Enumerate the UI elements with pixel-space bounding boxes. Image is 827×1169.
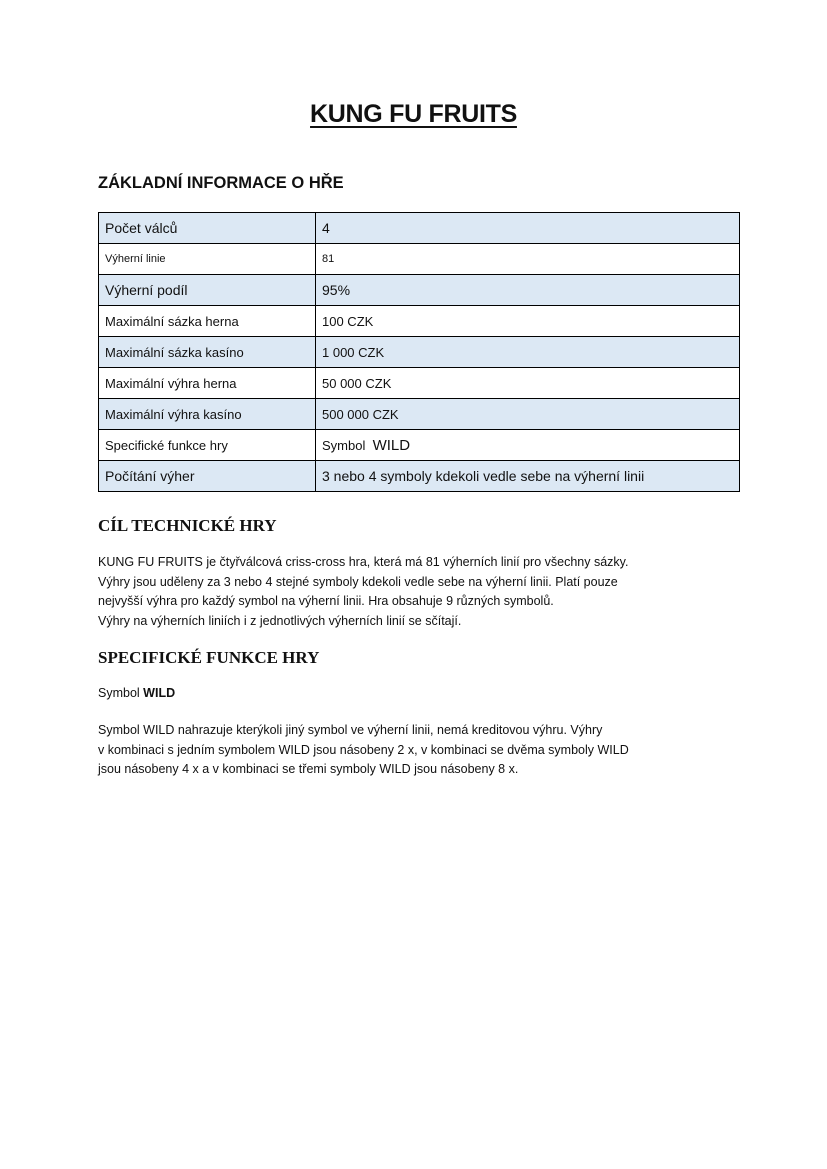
table-row [99,306,740,337]
table-row [99,244,740,275]
row-label: Výherní podíl [99,275,316,306]
row-label: Maximální výhra kasíno [99,399,316,430]
table-row [99,368,740,399]
table-row [99,337,740,368]
row-label: Výherní linie [99,244,316,275]
game-info-table [98,212,740,492]
features-paragraph: Symbol WILD nahrazuje kterýkoli jiný symbol ve výherní linii, nemá kreditovou výhru. Výhry v kombinaci s jedním symbolem WILD jsou násobeny 2 x, v kombinaci se dvěma symboly WILD jsou násobeny 4 x a v kombinaci se třemi symboly WILD jsou násobeny 8 x. [98,723,629,776]
row-value: 500 000 CZK [316,399,740,430]
section-heading-goal: CÍL TECHNICKÉ HRY [98,516,277,535]
row-label: Počet válců [99,213,316,244]
section-heading-basic-info: ZÁKLADNÍ INFORMACE O HŘE [98,174,344,192]
table-row [99,213,740,244]
row-label: Specifické funkce hry [99,430,316,461]
row-label: Maximální sázka kasíno [99,337,316,368]
goal-paragraph: KUNG FU FRUITS je čtyřválcová criss-cross hra, která má 81 výherních linií pro všechny sázky. Výhry jsou uděleny za 3 nebo 4 stejné symboly kdekoli vedle sebe na výherní linii. Platí pouze nejvyšší výhra pro každý symbol na výherní linii. Hra obsahuje 9 různých symbolů. Výhry na výherních liniích i z jednotlivých výherních linií se sčítají. [98,555,629,628]
row-label: Maximální výhra herna [99,368,316,399]
features-subheading: Symbol WILD [98,686,176,700]
table-row [99,399,740,430]
row-value: 4 [316,213,740,244]
row-value: 3 nebo 4 symboly kdekoli vedle sebe na výherní linii [316,461,740,492]
row-value: 50 000 CZK [316,368,740,399]
row-value: 1 000 CZK [316,337,740,368]
row-value: 100 CZK [316,306,740,337]
row-value: 95% [316,275,740,306]
document-title: KUNG FU FRUITS [310,100,517,128]
section-heading-features: SPECIFICKÉ FUNKCE HRY [98,648,320,667]
row-value: Symbol WILD [316,430,740,461]
row-label: Maximální sázka herna [99,306,316,337]
table-row [99,430,740,461]
row-label: Počítání výher [99,461,316,492]
row-value: 81 [316,244,740,275]
table-row [99,461,740,492]
table-row [99,275,740,306]
